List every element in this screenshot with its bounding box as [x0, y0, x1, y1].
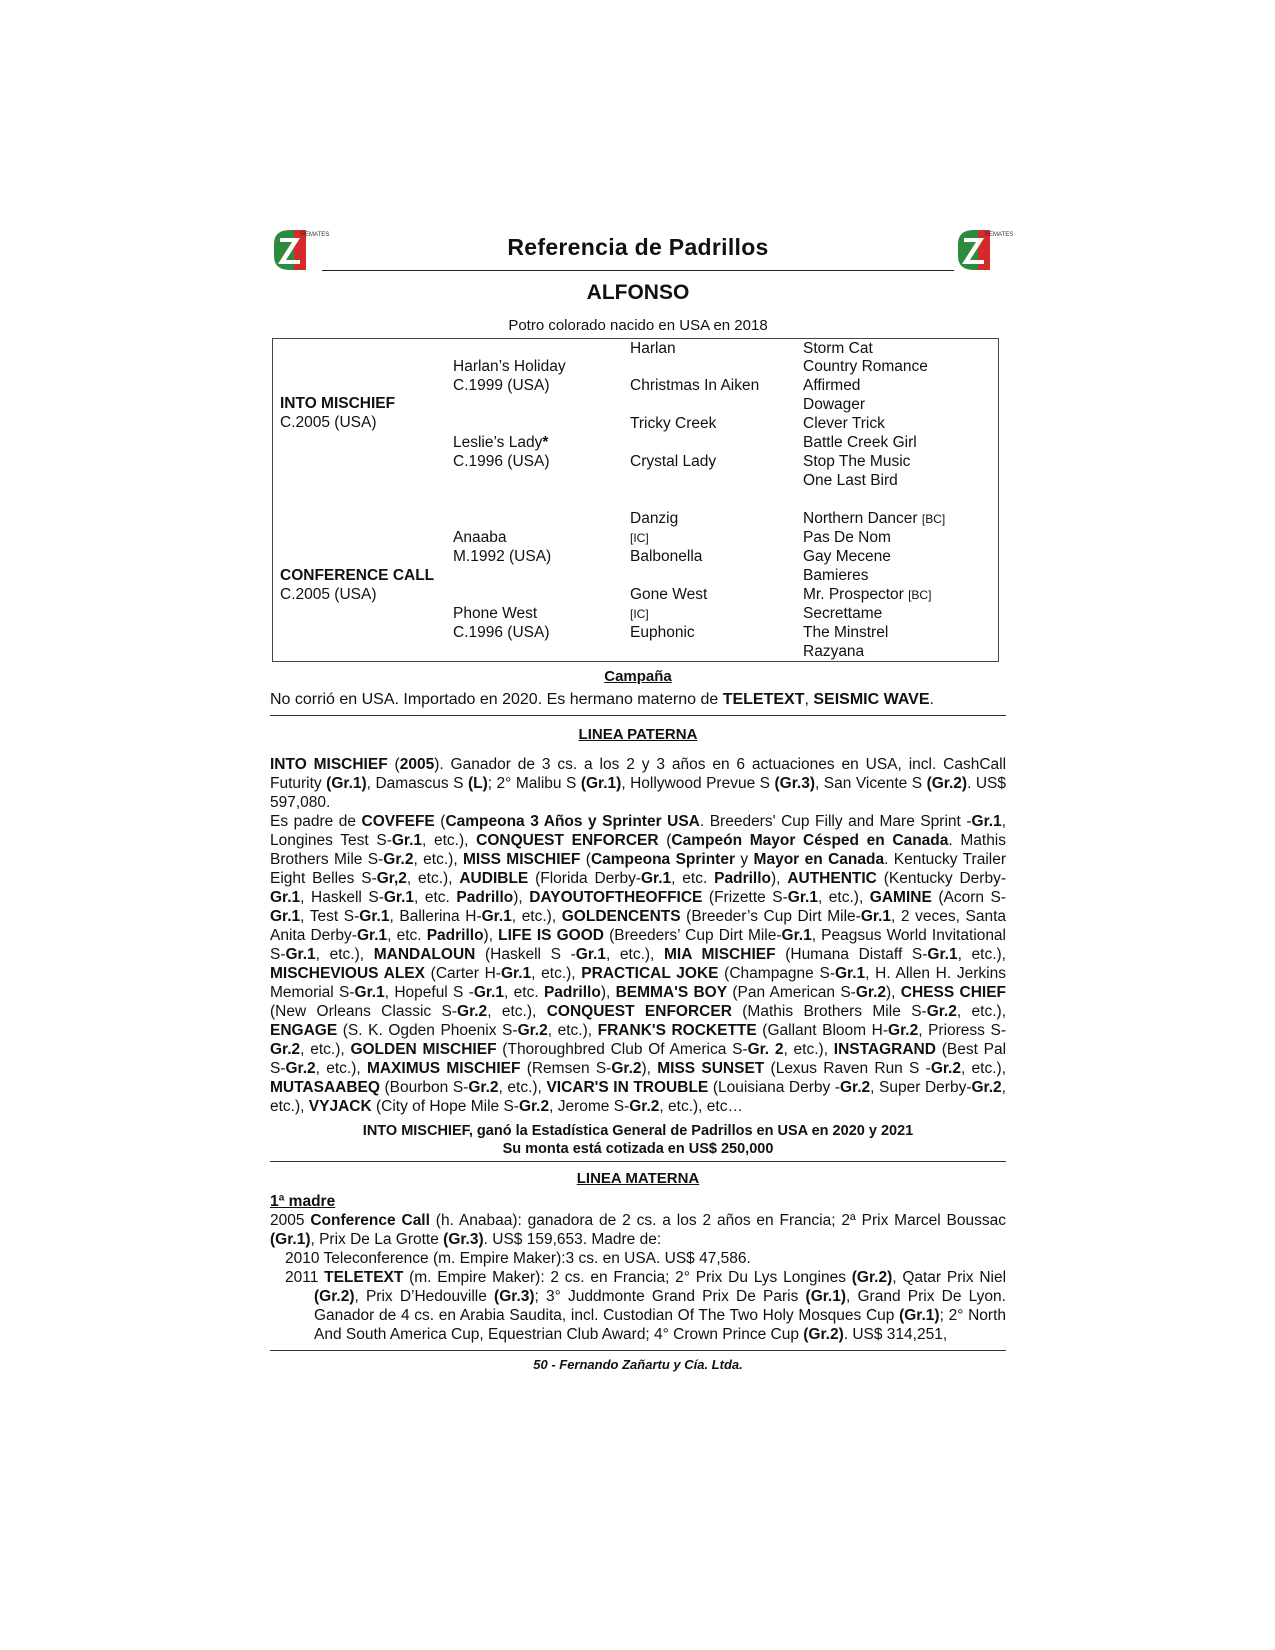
sire-progeny: Es padre de COVFEFE (Campeona 3 Años y Sprinter USA. Breeders' Cup Filly and Mare Sprint -Gr.1, Longines Test S-Gr.1, etc.), CONQUEST ENFORCER (Campeón Mayor Césped en Canada. Mathis Brothers Mile S-Gr.2, etc.), MISS MISCHIEF (Campeona Sprinter y Mayor en Canada. Kentucky Trailer Eight Belles S-Gr,2, etc.), AUDIBLE (Florida Derby-Gr.1, etc. Padrillo), AUTHENTIC (Kentucky Derby-Gr.1, Haskell S-Gr.1, etc. Padrillo), DAYOUTOFTHEOFFICE (Frizette S-Gr.1, etc.), GAMINE (Acorn S-Gr.1, Test S-Gr.1, Ballerina H-Gr.1, etc.), GOLDENCENTS (Breeder’s Cup Dirt Mile-Gr.1, 2 veces, Santa Anita Derby-Gr.1, etc. Padrillo), LIFE IS GOOD (Breeders’ Cup Dirt Mile-Gr.1, Peagsus World Invitational S-Gr.1, etc.), MANDALOUN (Haskell S -Gr.1, etc.), MIA MISCHIEF (Humana Distaff S-Gr.1, etc.), MISCHEVIOUS ALEX (Carter H-Gr.1, etc.), PRACTICAL JOKE (Champagne S-Gr.1, H. Allen H. Jerkins Memorial S-Gr.1, Hopeful S -Gr.1, etc. Padrillo), BEMMA'S BOY (Pan American S-Gr.2), CHESS CHIEF (New Orleans Classic S-Gr.2, etc.), CONQUEST ENFORCER (Mathis Brothers Mile S-Gr.2, etc.), ENGAGE (S. K. Ogden Phoenix S-Gr.2, etc.), FRANK'S ROCKETTE (Gallant Bloom H-Gr.2, Prioress S-Gr.2, etc.), GOLDEN MISCHIEF (Thoroughbred Club Of America S-Gr. 2, etc.), INSTAGRAND (Best Pal S-Gr.2, etc.), MAXIMUS MISCHIEF (Remsen S-Gr.2), MISS SUNSET (Lexus Raven Run S -Gr.2, etc.), MUTASAABEQ (Bourbon S-Gr.2, etc.), VICAR'S IN TROUBLE (Louisiana Derby -Gr.2, Super Derby-Gr.2, etc.), VYJACK (City of Hope Mile S-Gr.2, Jerome S-Gr.2, etc.), etc… — [270, 813, 1007, 1115]
zl-remates-logo — [954, 226, 1014, 274]
pedigree-g4-name: Mr. Prospector [BC] — [803, 586, 932, 603]
pedigree-g3-tag: [IC] — [630, 607, 649, 621]
pedigree-g4-name: Northern Dancer [BC] — [803, 510, 946, 527]
pedigree-sire: INTO MISCHIEF — [280, 395, 396, 412]
document-page — [270, 226, 1014, 1372]
pedigree-g4-name: Battle Creek Girl — [803, 434, 917, 451]
pedigree-g3-name: Tricky Creek — [630, 415, 717, 432]
page-footer: 50 - Fernando Zañartu y Cía. Ltda. — [533, 1357, 743, 1372]
pedigree-g4-name: Razyana — [803, 643, 865, 660]
campana-text: No corrió en USA. Importado en 2020. Es hermano materno de TELETEXT, SEISMIC WAVE. — [270, 691, 934, 708]
pedigree-g3-name: Gone West — [630, 586, 708, 603]
linea-paterna-heading: LINEA PATERNA — [578, 726, 698, 743]
horse-description: Potro colorado nacido en USA en 2018 — [508, 317, 768, 334]
pedigree-g4-name: Gay Mecene — [803, 548, 891, 565]
pedigree-g4-name: Storm Cat — [803, 340, 873, 357]
pedigree-g4-name: Clever Trick — [803, 415, 885, 432]
pedigree-g2-info: C.1999 (USA) — [453, 377, 550, 394]
pedigree-g2-name: Phone West — [453, 605, 538, 622]
header-title: Referencia de Padrillos — [507, 234, 769, 260]
pedigree-g4-name: Country Romance — [803, 358, 928, 375]
pedigree-g2-name: Anaaba — [453, 529, 507, 546]
section-rule — [270, 1161, 1006, 1162]
pedigree-g4-name: One Last Bird — [803, 472, 898, 489]
first-dam-heading: 1ª madre — [270, 1193, 336, 1210]
pedigree-g2-info: C.1996 (USA) — [453, 624, 550, 641]
sire-fee-note: Su monta está cotizada en US$ 250,000 — [502, 1141, 774, 1157]
pedigree-g4-name: Dowager — [803, 396, 866, 413]
campana-heading: Campaña — [604, 668, 672, 685]
linea-materna-heading: LINEA MATERNA — [576, 1170, 700, 1187]
produce-record: 2011 TELETEXT (m. Empire Maker): 2 cs. en Francia; 2° Prix Du Lys Longines (Gr.2), Qatar Prix Niel (Gr.2), Prix D’Hedouville (Gr.3); 3° Juddmonte Grand Prix De Paris (Gr.1), Grand Prix De Lyon. Ganador de 4 cs. en Arabia Saudita, incl. Custodian Of The Two Holy Mosques Cup (Gr.1); 2° North And South America Cup, Equestrian Club Award; 4° Crown Prince Cup (Gr.2). US$ 314,251, — [285, 1269, 1007, 1343]
pedigree-g4-name: Affirmed — [803, 377, 861, 394]
pedigree-g3-name: Danzig — [630, 510, 679, 527]
svg-text:REMATES: REMATES — [984, 232, 1014, 238]
pedigree-g2-name: Leslie’s Lady* — [453, 434, 549, 451]
pedigree-g4-name: Stop The Music — [803, 453, 911, 470]
pedigree-dam-info: C.2005 (USA) — [280, 586, 377, 603]
sire-statistic-note: INTO MISCHIEF, ganó la Estadística General de Padrillos en USA en 2020 y 2021 — [362, 1123, 914, 1139]
section-rule — [270, 715, 1006, 716]
pedigree-dam: CONFERENCE CALL — [280, 567, 435, 584]
svg-text:REMATES: REMATES — [300, 232, 330, 238]
first-dam-record: 2005 Conference Call (h. Anabaa): ganadora de 2 cs. a los 2 años en Francia; 2ª Prix Marcel Boussac (Gr.1), Prix De La Grotte (Gr.3). US$ 159,653. Madre de: — [270, 1212, 1007, 1248]
pedigree-g4-name: The Minstrel — [803, 624, 889, 641]
produce-record: 2010 Teleconference (m. Empire Maker):3 cs. en USA. US$ 47,586. — [285, 1250, 751, 1267]
pedigree-g4-name: Secrettame — [803, 605, 883, 622]
pedigree-g2-info: M.1992 (USA) — [453, 548, 552, 565]
horse-name: ALFONSO — [586, 281, 690, 304]
pedigree-sire-info: C.2005 (USA) — [280, 414, 377, 431]
pedigree-g4-name: Pas De Nom — [803, 529, 891, 546]
pedigree-g3-name: Christmas In Aiken — [630, 377, 760, 394]
pedigree-g2-info: C.1996 (USA) — [453, 453, 550, 470]
zl-remates-logo — [270, 226, 330, 274]
header-rule — [322, 270, 954, 271]
pedigree-g2-name: Harlan’s Holiday — [453, 358, 566, 375]
pedigree-g3-name: Euphonic — [630, 624, 695, 641]
pedigree-table — [272, 338, 999, 662]
page-header — [270, 226, 1014, 274]
pedigree-g3-name: Crystal Lady — [630, 453, 717, 470]
pedigree-g4-name: Bamieres — [803, 567, 869, 584]
footer-rule — [270, 1350, 1006, 1351]
sire-race-record: INTO MISCHIEF (2005). Ganador de 3 cs. a los 2 y 3 años en 6 actuaciones en USA, incl. CashCall Futurity (Gr.1), Damascus S (L); 2° Malibu S (Gr.1), Hollywood Prevue S (Gr.3), San Vicente S (Gr.2). US$ 597,080. — [270, 756, 1007, 811]
pedigree-g3-name: Harlan — [630, 340, 676, 357]
pedigree-g3-tag: [IC] — [630, 531, 649, 545]
pedigree-g3-name: Balbonella — [630, 548, 703, 565]
